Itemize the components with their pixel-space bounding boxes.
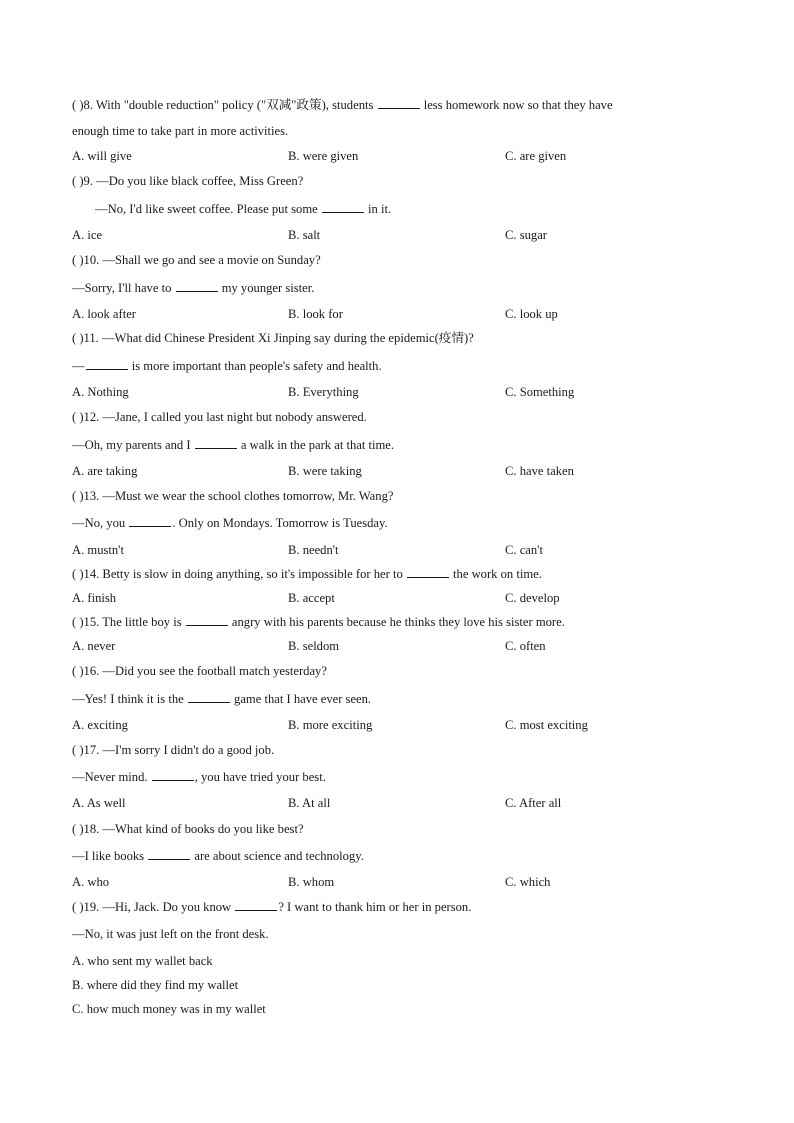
answer-blank[interactable] — [195, 437, 237, 449]
answer-blank[interactable] — [188, 691, 230, 703]
q11-option-c[interactable]: C. Something — [505, 385, 575, 399]
q9-option-b[interactable]: B. salt — [288, 228, 321, 242]
answer-blank[interactable] — [152, 769, 194, 781]
q10-option-c[interactable]: C. look up — [505, 307, 558, 321]
q13-line-1: ( )13. —Must we wear the school clothes tomorrow, Mr. Wang? — [72, 489, 394, 503]
q10-line-1: ( )10. —Shall we go and see a movie on Sunday? — [72, 253, 321, 267]
q12-option-a[interactable]: A. are taking — [72, 464, 138, 478]
answer-blank[interactable] — [322, 201, 364, 213]
answer-blank[interactable] — [129, 515, 171, 527]
q14-option-a[interactable]: A. finish — [72, 591, 117, 605]
q11-option-b[interactable]: B. Everything — [288, 385, 359, 399]
q18-option-b[interactable]: B. whom — [288, 875, 335, 889]
answer-blank[interactable] — [407, 566, 449, 578]
answer-blank[interactable] — [148, 848, 190, 860]
q17-line-1: ( )17. —I'm sorry I didn't do a good job. — [72, 743, 275, 757]
q18-line-1: ( )18. —What kind of books do you like best? — [72, 822, 304, 836]
q19-option-a[interactable]: A. who sent my wallet back — [72, 954, 213, 968]
answer-blank[interactable] — [176, 280, 218, 292]
q16-option-c[interactable]: C. most exciting — [505, 718, 588, 732]
q16-option-a[interactable]: A. exciting — [72, 718, 128, 732]
q14-option-c[interactable]: C. develop — [505, 591, 560, 605]
q9-line-1: ( )9. —Do you like black coffee, Miss Green? — [72, 174, 304, 188]
q9-option-a[interactable]: A. ice — [72, 228, 103, 242]
q13-option-b[interactable]: B. needn't — [288, 543, 339, 557]
q12-line-1: ( )12. —Jane, I called you last night but nobody answered. — [72, 410, 367, 424]
q15-option-c[interactable]: C. often — [505, 639, 546, 653]
q11-option-a[interactable]: A. Nothing — [72, 385, 129, 399]
q14-option-b[interactable]: B. accept — [288, 591, 335, 605]
q19-option-c[interactable]: C. how much money was in my wallet — [72, 1002, 266, 1016]
answer-blank[interactable] — [86, 358, 128, 370]
q13-line-2: —No, you . Only on Mondays. Tomorrow is Tuesday. — [72, 516, 388, 530]
q16-option-b[interactable]: B. more exciting — [288, 718, 373, 732]
q18-option-a[interactable]: A. who — [72, 875, 110, 889]
q19-line-1: ( )19. —Hi, Jack. Do you know ? I want to thank him or her in person. — [72, 900, 472, 914]
q13-option-c[interactable]: C. can't — [505, 543, 543, 557]
q12-option-c[interactable]: C. have taken — [505, 464, 574, 478]
q18-option-c[interactable]: C. which — [505, 875, 551, 889]
q16-line-2: —Yes! I think it is the game that I have ever seen. — [72, 692, 372, 706]
q8-line-2: enough time to take part in more activities. — [72, 124, 289, 138]
q15-line-1: ( )15. The little boy is angry with his parents because he thinks they love his sister more. — [72, 615, 565, 629]
answer-blank[interactable] — [235, 899, 277, 911]
q8-option-a[interactable]: A. will give — [72, 149, 132, 163]
q17-option-b[interactable]: B. At all — [288, 796, 331, 810]
q13-option-a[interactable]: A. mustn't — [72, 543, 124, 557]
q12-line-2: —Oh, my parents and I a walk in the park at that time. — [72, 438, 395, 452]
q14-line-1: ( )14. Betty is slow in doing anything, so it's impossible for her to the work on time. — [72, 567, 542, 581]
q10-option-a[interactable]: A. look after — [72, 307, 136, 321]
q15-option-b[interactable]: B. seldom — [288, 639, 340, 653]
q15-option-a[interactable]: A. never — [72, 639, 116, 653]
q10-line-2: —Sorry, I'll have to my younger sister. — [72, 281, 315, 295]
q19-line-2: —No, it was just left on the front desk. — [72, 927, 269, 941]
q8-option-c[interactable]: C. are given — [505, 149, 567, 163]
q18-line-2: —I like books are about science and technology. — [72, 849, 364, 863]
answer-blank[interactable] — [186, 614, 228, 626]
q12-option-b[interactable]: B. were taking — [288, 464, 362, 478]
q10-option-b[interactable]: B. look for — [288, 307, 343, 321]
q16-line-1: ( )16. —Did you see the football match yesterday? — [72, 664, 327, 678]
q17-option-c[interactable]: C. After all — [505, 796, 562, 810]
q19-option-b[interactable]: B. where did they find my wallet — [72, 978, 239, 992]
q8-line-1: ( )8. With "double reduction" policy ("双减"政策), students less homework now so that they have — [72, 98, 613, 112]
q17-option-a[interactable]: A. As well — [72, 796, 126, 810]
q17-line-2: —Never mind. , you have tried your best. — [72, 770, 326, 784]
q8-option-b[interactable]: B. were given — [288, 149, 359, 163]
q9-line-2: —No, I'd like sweet coffee. Please put some in it. — [95, 202, 392, 216]
q9-option-c[interactable]: C. sugar — [505, 228, 547, 242]
q11-line-2: — is more important than people's safety and health. — [72, 359, 382, 373]
q11-line-1: ( )11. —What did Chinese President Xi Jinping say during the epidemic(疫情)? — [72, 331, 474, 345]
answer-blank[interactable] — [378, 97, 420, 109]
